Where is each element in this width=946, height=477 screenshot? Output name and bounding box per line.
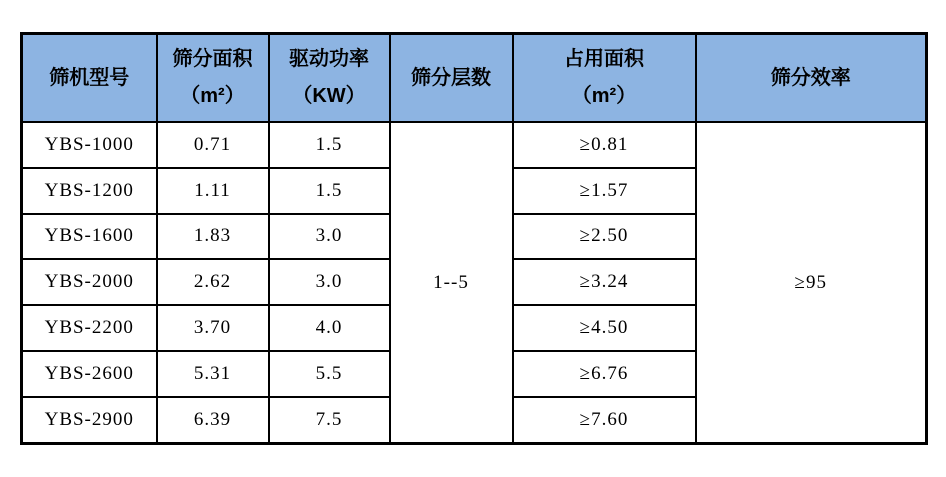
cell-model: YBS-1000 <box>22 122 157 168</box>
table-header <box>22 34 927 123</box>
cell-model: YBS-2900 <box>22 397 157 444</box>
header-occupied-area-label: 占用面积 <box>564 48 644 70</box>
cell-efficiency-merged: ≥95 <box>696 122 927 444</box>
cell-occupied-area: ≥0.81 <box>513 122 696 168</box>
header-screening-area-unit: （m²） <box>180 85 245 107</box>
table-row <box>22 122 927 168</box>
cell-drive-power: 3.0 <box>269 214 390 260</box>
header-screening-area <box>157 34 269 123</box>
cell-layers-merged: 1--5 <box>390 122 513 444</box>
cell-occupied-area: ≥2.50 <box>513 214 696 260</box>
table-body <box>22 122 927 444</box>
cell-model: YBS-2200 <box>22 305 157 351</box>
cell-screening-area: 3.70 <box>157 305 269 351</box>
header-occupied-area <box>513 34 696 123</box>
cell-drive-power: 4.0 <box>269 305 390 351</box>
header-efficiency <box>696 34 927 123</box>
cell-model: YBS-2000 <box>22 259 157 305</box>
header-drive-power-label: 驱动功率 <box>289 48 369 70</box>
cell-drive-power: 3.0 <box>269 259 390 305</box>
cell-occupied-area: ≥3.24 <box>513 259 696 305</box>
header-screening-area-label: 筛分面积 <box>172 48 253 70</box>
header-layers <box>390 34 513 123</box>
cell-drive-power: 1.5 <box>269 168 390 214</box>
header-layers-label: 筛分层数 <box>411 66 491 89</box>
cell-occupied-area: ≥1.57 <box>513 168 696 214</box>
cell-screening-area: 2.62 <box>157 259 269 305</box>
cell-drive-power: 5.5 <box>269 351 390 397</box>
cell-screening-area: 1.11 <box>157 168 269 214</box>
header-drive-power <box>269 34 390 123</box>
header-model <box>22 34 157 123</box>
cell-occupied-area: ≥7.60 <box>513 397 696 444</box>
cell-screening-area: 0.71 <box>157 122 269 168</box>
header-row <box>22 34 927 123</box>
header-drive-power-unit: （KW） <box>292 85 366 107</box>
header-occupied-area-unit: （m²） <box>571 85 637 107</box>
cell-occupied-area: ≥6.76 <box>513 351 696 397</box>
cell-drive-power: 7.5 <box>269 397 390 444</box>
cell-model: YBS-1600 <box>22 214 157 260</box>
cell-screening-area: 6.39 <box>157 397 269 444</box>
sieve-machine-spec-table <box>20 32 928 445</box>
cell-occupied-area: ≥4.50 <box>513 305 696 351</box>
cell-model: YBS-1200 <box>22 168 157 214</box>
header-model-label: 筛机型号 <box>49 66 130 89</box>
header-efficiency-label: 筛分效率 <box>770 66 851 89</box>
cell-screening-area: 1.83 <box>157 214 269 260</box>
cell-model: YBS-2600 <box>22 351 157 397</box>
cell-screening-area: 5.31 <box>157 351 269 397</box>
cell-drive-power: 1.5 <box>269 122 390 168</box>
